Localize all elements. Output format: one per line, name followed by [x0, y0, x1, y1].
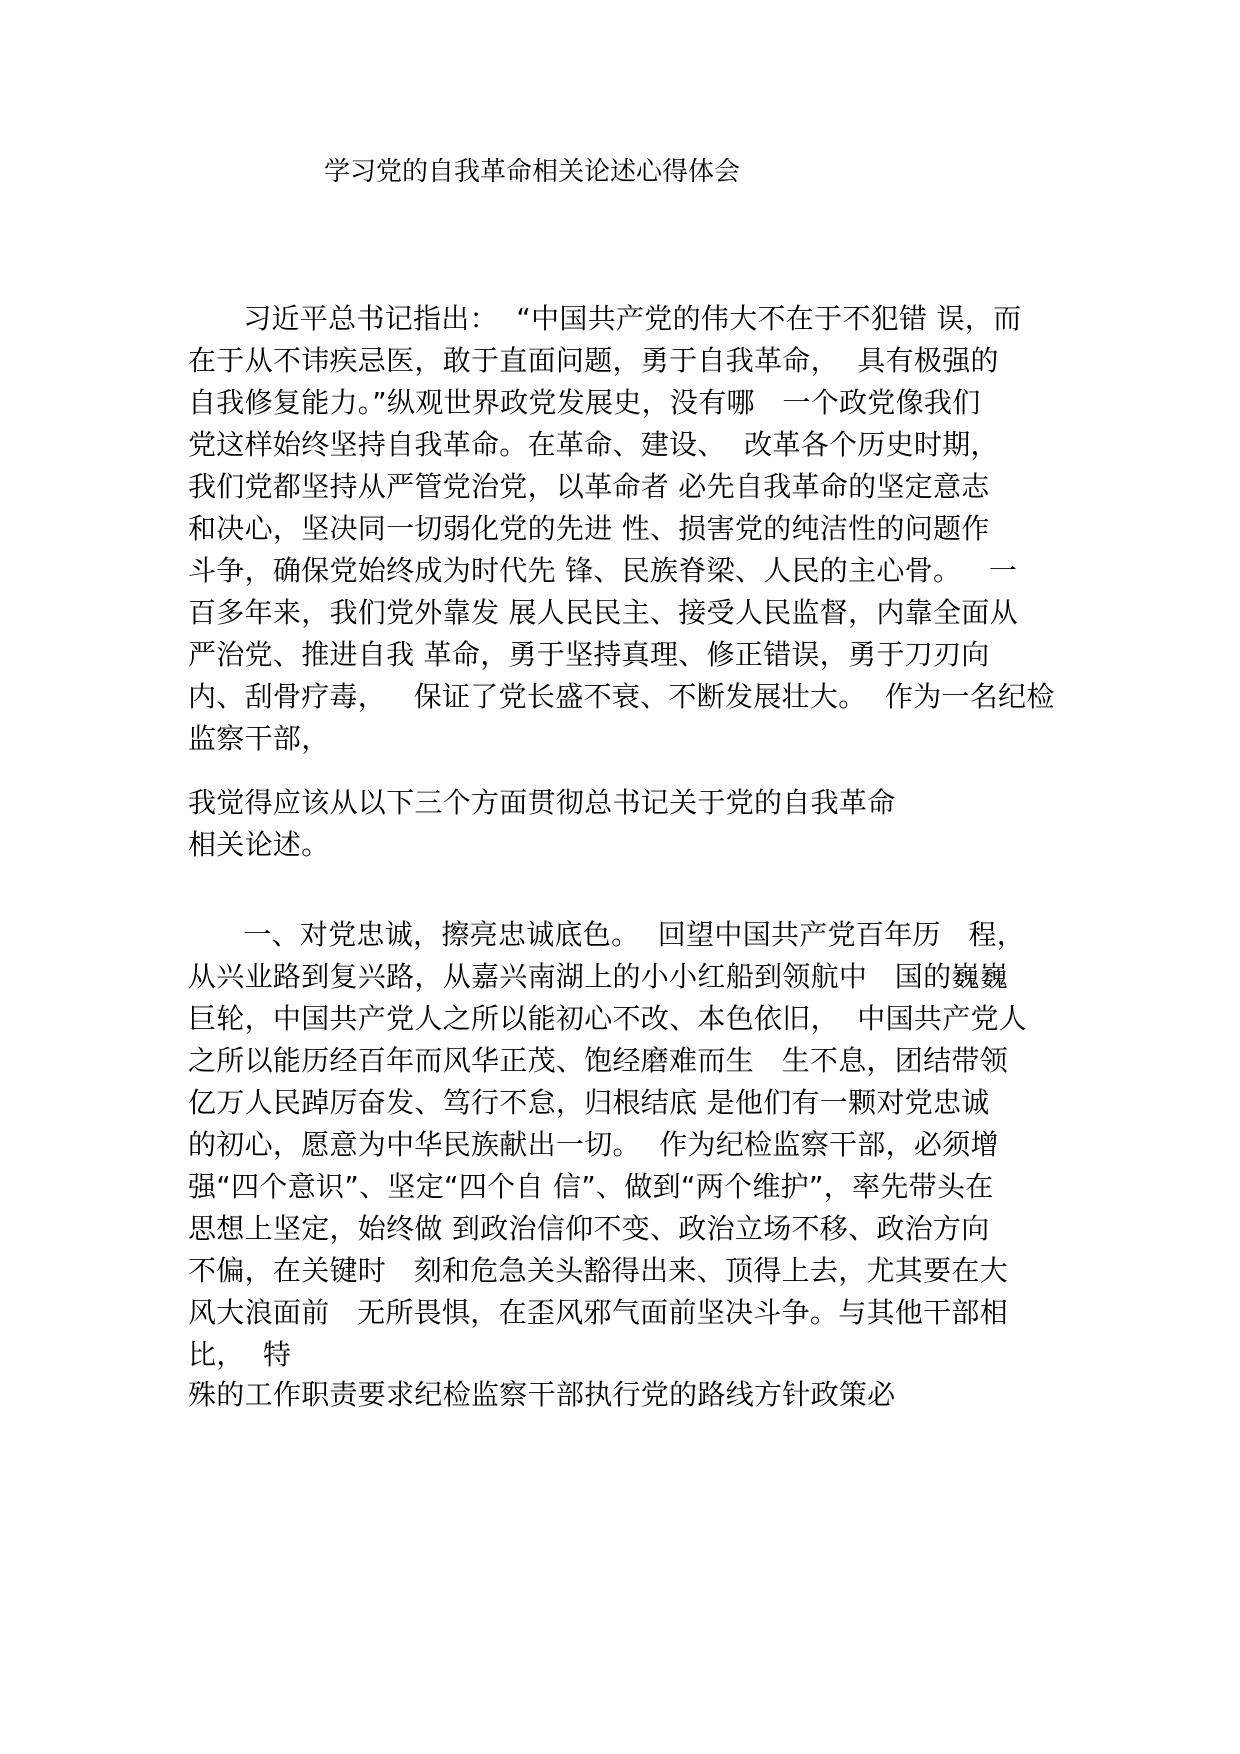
text-line: 比， 特	[188, 1338, 292, 1371]
text-line: 相关论述。	[188, 828, 330, 861]
section-one-paragraph	[188, 914, 1068, 1376]
summary-paragraph	[188, 782, 1068, 866]
text-line: 自我修复能力。”纵观世界政党发展史，没有哪 一个政党像我们	[188, 386, 981, 419]
text-line: 在于从不讳疾忌医，敢于直面问题，勇于自我革命， 具有极强的	[188, 344, 999, 377]
text-line: 一、对党忠诚，擦亮忠诚底色。 回望中国共产党百年历 程，	[188, 918, 1026, 951]
text-line: 斗争，确保党始终成为时代先 锋、民族脊梁、人民的主心骨。 一	[188, 554, 1018, 587]
text-line: 亿万人民踔厉奋发、笃行不怠，归根结底 是他们有一颗对党忠诚	[188, 1086, 990, 1119]
text-line: 之所以能历经百年而风华正茂、饱经磨难而生 生不息，团结带领	[188, 1044, 1009, 1077]
page-title: 学习党的自我革命相关论述心得体会	[324, 157, 741, 187]
intro-paragraph	[188, 298, 1068, 760]
text-line: 风大浪面前 无所畏惧，在歪风邪气面前坚决斗争。与其他干部相	[188, 1296, 1009, 1329]
text-line: 不偏，在关键时 刻和危急关头豁得出来、顶得上去，尤其要在大	[188, 1254, 1009, 1287]
text-line: 殊的工作职责要求纪检监察干部执行党的路线方针政策必	[188, 1378, 896, 1411]
text-line: 内、刮骨疗毒， 保证了党长盛不衰、不断发展壮大。 作为一名纪检	[188, 680, 1055, 713]
text-line: 百多年来，我们党外靠发 展人民民主、接受人民监督，内靠全面从	[188, 596, 1018, 629]
text-line: 从兴业路到复兴路，从嘉兴南湖上的小小红船到领航中 国的巍巍	[188, 960, 1009, 993]
text-line: 习近平总书记指出： “中国共产党的伟大不在于不犯错 误，而	[188, 302, 1022, 335]
text-line: 巨轮，中国共产党人之所以能初心不改、本色依旧， 中国共产党人	[188, 1002, 1028, 1035]
text-line: 强“四个意识”、坚定“四个自 信”、做到“两个维护”，率先带头在	[188, 1170, 994, 1203]
text-line: 的初心，愿意为中华民族献出一切。 作为纪检监察干部，必须增	[188, 1128, 999, 1161]
text-line: 和决心，坚决同一切弱化党的先进 性、损害党的纯洁性的问题作	[188, 512, 990, 545]
text-line: 监察干部，	[188, 722, 330, 755]
text-line: 我们党都坚持从严管党治党，以革命者 必先自我革命的坚定意志	[188, 470, 990, 503]
text-line: 严治党、推进自我 革命，勇于坚持真理、修正错误，勇于刀刃向	[188, 638, 990, 671]
text-line: 思想上坚定，始终做 到政治信仰不变、政治立场不移、政治方向	[188, 1212, 990, 1245]
text-line: 党这样始终坚持自我革命。在革命、建设、 改革各个历史时期，	[188, 428, 999, 461]
text-line: 我觉得应该从以下三个方面贯彻总书记关于党的自我革命	[188, 786, 896, 819]
continuation-paragraph	[188, 1374, 1068, 1416]
